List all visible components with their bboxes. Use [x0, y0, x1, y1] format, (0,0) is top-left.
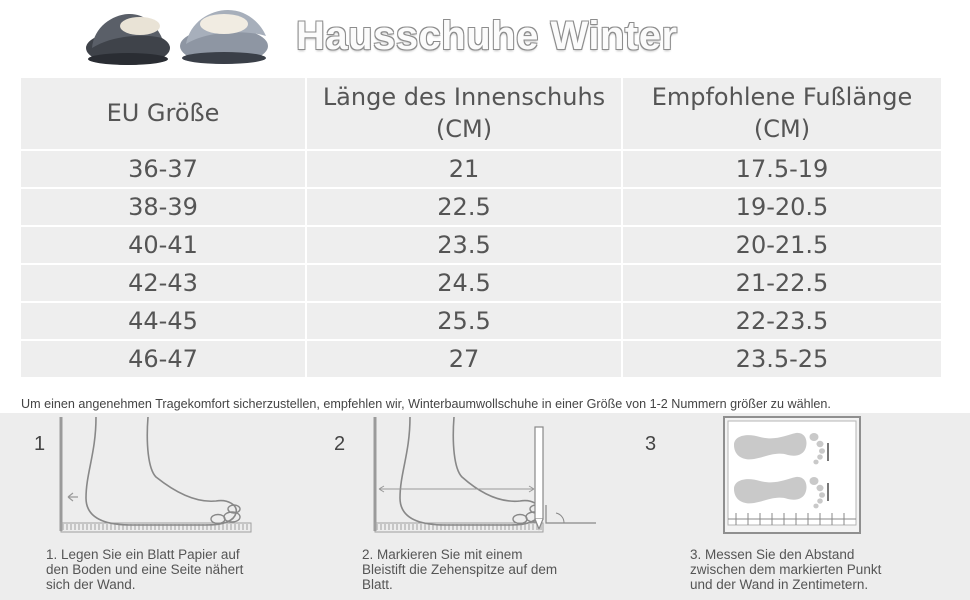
step-text-line: 2. Markieren Sie mit einem: [362, 547, 523, 562]
table-row: [20, 264, 942, 302]
cell-inner-length: 22.5: [306, 188, 622, 226]
header-inner-length-unit: (CM): [435, 114, 493, 143]
table-row: [20, 188, 942, 226]
step-number: 2: [334, 433, 346, 455]
cell-foot-length: 23.5-25: [622, 340, 942, 378]
footprints-ruler-icon: [720, 413, 865, 538]
table-row: [20, 340, 942, 378]
cell-inner-length: 21: [306, 150, 622, 188]
step-number: 3: [645, 433, 657, 455]
table-row: [20, 150, 942, 188]
cell-eu-size: 46-47: [20, 340, 306, 378]
sizing-note: Um einen angenehmen Tragekomfort sicherzustellen, empfehlen wir, Winterbaumwollschuhe in einer Größe von 1-2 Nummern größer zu wählen.: [21, 397, 831, 411]
step-text-line: 3. Messen Sie den Abstand: [690, 547, 855, 562]
step-text-line: Bleistift die Zehenspitze auf dem: [362, 562, 558, 577]
cell-foot-length: 22-23.5: [622, 302, 942, 340]
cell-inner-length: 27: [306, 340, 622, 378]
header-foot-length: [622, 77, 942, 150]
foot-mark-toe-icon: [370, 413, 600, 543]
cell-eu-size: 36-37: [20, 150, 306, 188]
cell-eu-size: 42-43: [20, 264, 306, 302]
foot-against-wall-icon: [56, 413, 256, 543]
table-row: [20, 302, 942, 340]
cell-inner-length: 23.5: [306, 226, 622, 264]
step-1-text: [46, 547, 243, 592]
cell-inner-length: 25.5: [306, 302, 622, 340]
table-row: [20, 226, 942, 264]
cell-inner-length: 24.5: [306, 264, 622, 302]
measurement-steps: [0, 413, 970, 600]
header-eu-size-label: EU Größe: [106, 98, 220, 127]
cell-eu-size: 38-39: [20, 188, 306, 226]
step-text-line: den Boden und eine Seite nähert: [46, 562, 244, 577]
step-3: [640, 413, 970, 600]
table-header-row: [20, 77, 942, 150]
cell-foot-length: 19-20.5: [622, 188, 942, 226]
header-inner-length: [306, 77, 622, 150]
page-title: Hausschuhe Winter: [296, 14, 678, 58]
step-text-line: und der Wand in Zentimetern.: [690, 577, 869, 592]
step-1: [0, 413, 320, 600]
header-eu-size: [20, 77, 306, 150]
step-2: [320, 413, 640, 600]
cell-foot-length: 21-22.5: [622, 264, 942, 302]
step-text-line: zwischen dem markierten Punkt: [690, 562, 882, 577]
step-2-text: [362, 547, 557, 592]
cell-eu-size: 44-45: [20, 302, 306, 340]
header-foot-length-label: Empfohlene Fußlänge: [651, 83, 913, 112]
cell-foot-length: 17.5-19: [622, 150, 942, 188]
cell-eu-size: 40-41: [20, 226, 306, 264]
step-number: 1: [34, 433, 46, 455]
cell-foot-length: 20-21.5: [622, 226, 942, 264]
slippers-pair-icon: [78, 4, 274, 70]
header-inner-length-label: Länge des Innenschuhs: [322, 83, 606, 112]
step-text-line: Blatt.: [362, 577, 393, 592]
step-3-text: [690, 547, 881, 592]
step-text-line: 1. Legen Sie ein Blatt Papier auf: [46, 547, 240, 562]
step-text-line: sich der Wand.: [46, 577, 136, 592]
size-chart-table: [19, 76, 943, 379]
header-foot-length-unit: (CM): [753, 114, 811, 143]
